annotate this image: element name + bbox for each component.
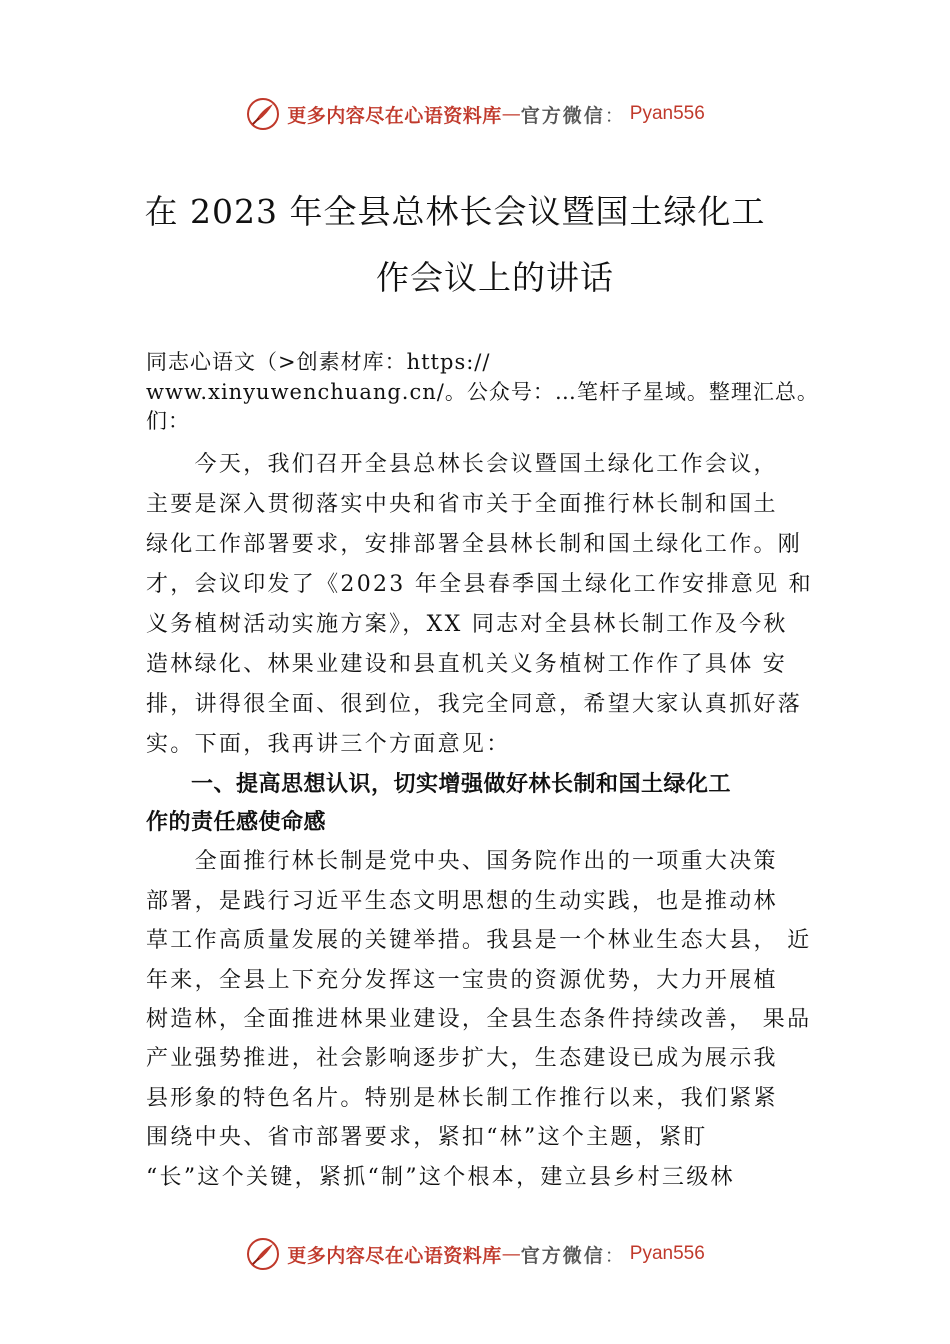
paragraph-2-line: “长”这个关键，紧抓“制”这个根本，建立县乡村三级林 — [146, 1165, 735, 1190]
watermark-wechat-id: Pyan556 — [629, 103, 705, 124]
watermark-mid: 官方微信 — [520, 1244, 605, 1267]
paragraph-1-line: 绿化工作部署要求，安排部署全县林长制和国土绿化工作。刚 — [146, 532, 803, 557]
watermark-colon: ： — [604, 1244, 624, 1267]
paragraph-1-line: 才，会议印发了《2023 年全县春季国土绿化工作安排意见 和 — [146, 572, 813, 597]
paragraph-1-line: 主要是深入贯彻落实中央和省市关于全面推行林长制和国土 — [146, 492, 778, 517]
section-heading-1-line: 一、提高思想认识，切实增强做好林长制和国土绿化工 — [146, 772, 732, 797]
paragraph-1-line: 排，讲得很全面、很到位，我完全同意，希望大家认真抓好落 — [146, 692, 803, 717]
document-title-line-1: 在 2023 年全县总林长会议暨国土绿化工 — [144, 192, 766, 231]
document-title-line-2: 作会议上的讲话 — [376, 258, 614, 297]
watermark-lead: 更多内容尽在心语资料库 — [287, 1244, 502, 1267]
paragraph-2-line: 部署，是践行习近平生态文明思想的生动实践，也是推动林 — [146, 889, 778, 914]
quill-logo-icon — [245, 96, 281, 132]
quill-logo-icon — [245, 1236, 281, 1272]
paragraph-1-line: 今天，我们召开全县总林长会议暨国土绿化工作会议， — [146, 452, 778, 477]
source-line-2: www.xinyuwenchuang.cn/。公众号：…笔杆子星域。整理汇总。 — [146, 380, 819, 404]
watermark-colon: ： — [604, 104, 624, 127]
paragraph-2-line: 树造林，全面推进林果业建设，全县生态条件持续改善， 果品 — [146, 1007, 812, 1032]
paragraph-1-line: 实。下面，我再讲三个方面意见： — [146, 732, 511, 757]
watermark-lead: 更多内容尽在心语资料库 — [287, 104, 502, 127]
source-line-1: 同志心语文（>创素材库：https:// — [146, 350, 491, 374]
watermark-dash: — — [501, 1243, 521, 1265]
paragraph-2-line: 全面推行林长制是党中央、国务院作出的一项重大决策 — [146, 849, 778, 874]
paragraph-2-line: 县形象的特色名片。特别是林长制工作推行以来，我们紧紧 — [146, 1086, 778, 1111]
footer-watermark — [0, 1234, 950, 1274]
source-line-3: 们： — [146, 409, 190, 433]
section-heading-1-line: 作的责任感使命感 — [146, 810, 327, 835]
watermark-mid: 官方微信 — [520, 104, 605, 127]
header-watermark — [0, 94, 950, 134]
paragraph-2-line: 草工作高质量发展的关键举措。我县是一个林业生态大县， 近 — [146, 928, 812, 953]
watermark-dash: — — [501, 103, 521, 125]
watermark-wechat-id: Pyan556 — [629, 1243, 705, 1264]
paragraph-1-line: 造林绿化、林果业建设和县直机关义务植树工作作了具体 安 — [146, 652, 788, 677]
paragraph-1-line: 义务植树活动实施方案》，XX 同志对全县林长制工作及今秋 — [146, 612, 788, 637]
paragraph-2-line: 产业强势推进，社会影响逐步扩大，生态建设已成为展示我 — [146, 1046, 778, 1071]
paragraph-2-line: 年来，全县上下充分发挥这一宝贵的资源优势，大力开展植 — [146, 968, 778, 993]
paragraph-2-line: 围绕中央、省市部署要求，紧扣“林”这个主题，紧盯 — [146, 1125, 708, 1150]
